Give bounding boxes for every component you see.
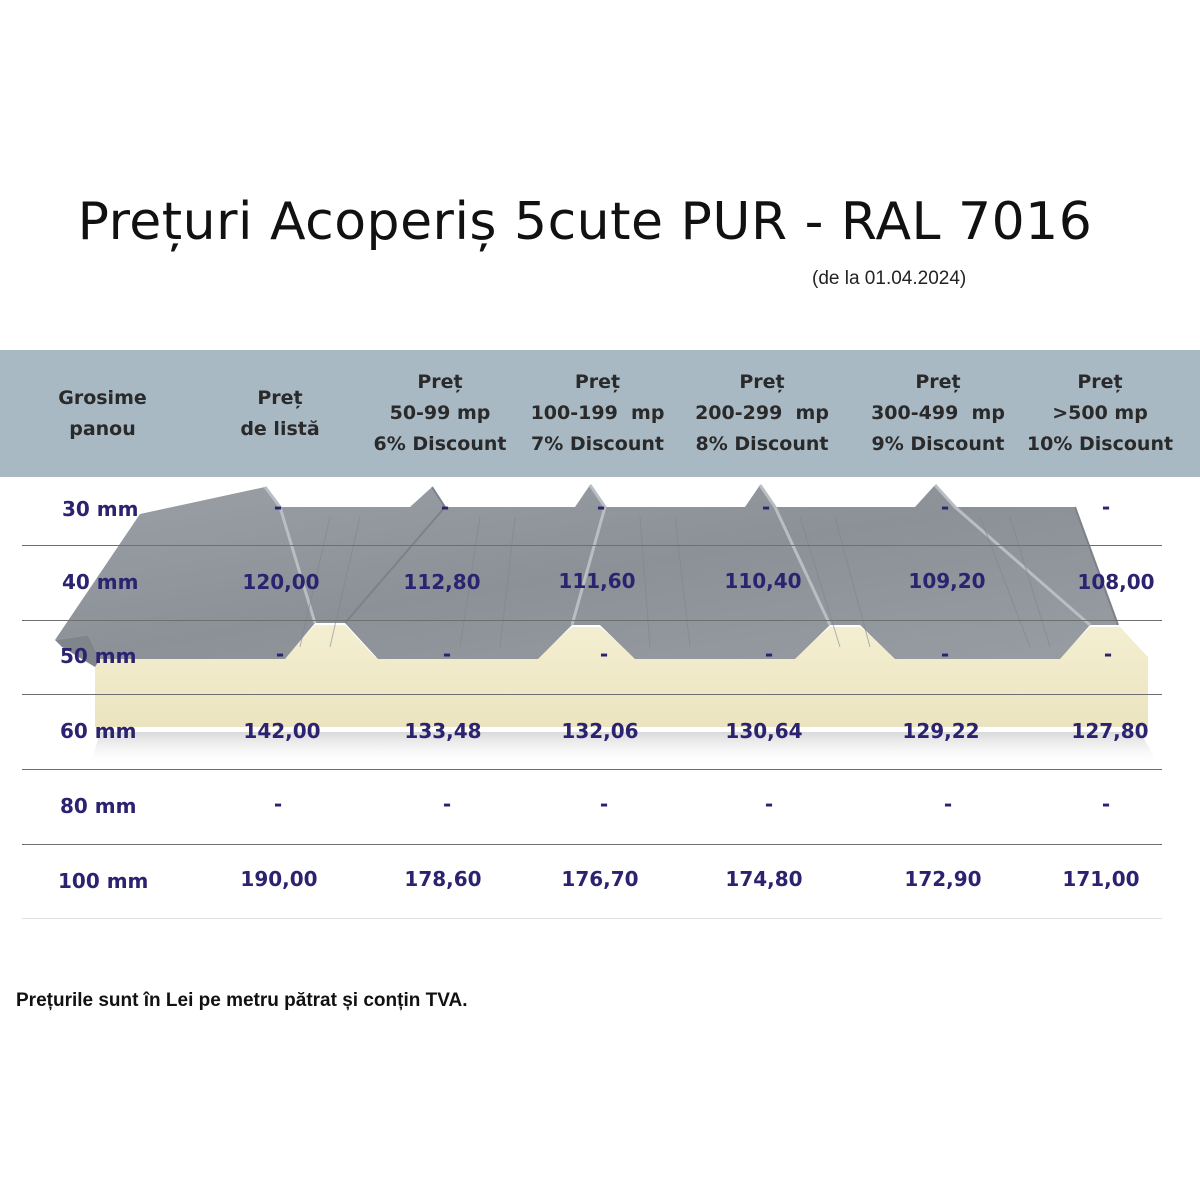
header-line: Preț <box>915 371 961 393</box>
price-cell: - <box>599 642 609 666</box>
header-line: 50-99 mp <box>389 402 491 424</box>
price-cell: 133,48 <box>404 719 482 743</box>
header-list-price <box>205 350 355 477</box>
price-cell: 129,22 <box>902 719 980 743</box>
price-cell: 171,00 <box>1062 867 1140 891</box>
thickness-cell: 80 mm <box>60 794 137 818</box>
price-cell: - <box>275 642 285 666</box>
header-line: 7% Discount <box>531 433 664 455</box>
price-cell: - <box>596 495 606 519</box>
price-cell: 111,60 <box>558 569 636 593</box>
thickness-cell: 30 mm <box>62 497 139 521</box>
footnote: Prețurile sunt în Lei pe metru pătrat și conțin TVA. <box>16 990 468 1011</box>
header-price-300-499 <box>858 350 1018 477</box>
row-divider <box>22 844 1162 845</box>
price-cell: - <box>599 792 609 816</box>
header-line: Preț <box>574 371 621 393</box>
price-cell: - <box>273 792 283 816</box>
row-divider <box>22 545 1162 546</box>
price-cell: - <box>940 642 950 666</box>
header-price-200-299 <box>682 350 842 477</box>
header-line: >500 mp <box>1052 402 1148 424</box>
price-cell: 130,64 <box>725 719 803 743</box>
price-cell: 190,00 <box>240 867 318 891</box>
price-cell: - <box>1103 642 1113 666</box>
header-thickness <box>30 350 175 477</box>
price-cell: 172,90 <box>904 867 982 891</box>
price-cell: 120,00 <box>242 570 320 594</box>
price-cell: 178,60 <box>404 867 482 891</box>
price-cell: 112,80 <box>403 570 481 594</box>
price-cell: 132,06 <box>561 719 639 743</box>
header-line: 9% Discount <box>871 433 1005 455</box>
price-cell: - <box>1101 792 1111 816</box>
price-cell: - <box>764 792 774 816</box>
price-cell: 142,00 <box>243 719 321 743</box>
header-line: 6% Discount <box>373 433 507 455</box>
price-cell: - <box>764 642 774 666</box>
page-title: Prețuri Acoperiș 5cute PUR - RAL 7016 <box>77 192 1093 252</box>
price-cell: - <box>442 642 452 666</box>
price-cell: 108,00 <box>1077 570 1155 594</box>
header-line: 100-199 mp <box>530 402 665 424</box>
thickness-cell: 50 mm <box>60 644 137 668</box>
header-price-50-99 <box>360 350 520 477</box>
price-cell: - <box>273 495 283 519</box>
header-line: 10% Discount <box>1026 433 1174 455</box>
thickness-cell: 40 mm <box>62 570 139 594</box>
price-cell: 110,40 <box>724 569 802 593</box>
header-line: 300-499 mp <box>871 402 1005 424</box>
price-cell: - <box>1101 495 1111 519</box>
header-line: Preț <box>1077 371 1123 393</box>
header-price-500-plus <box>1025 350 1175 477</box>
header-line: Preț <box>257 386 303 409</box>
header-line: 200-299 mp <box>695 402 829 424</box>
header-line: de listă <box>240 417 320 440</box>
row-divider <box>22 769 1162 770</box>
header-line: 8% Discount <box>695 433 829 455</box>
row-divider <box>22 918 1162 919</box>
price-cell: 127,80 <box>1071 719 1149 743</box>
thickness-cell: 60 mm <box>60 719 137 743</box>
price-cell: - <box>442 792 452 816</box>
header-price-100-199 <box>520 350 675 477</box>
thickness-cell: 100 mm <box>58 869 149 893</box>
header-line: panou <box>69 417 136 440</box>
effective-date: (de la 01.04.2024) <box>812 268 967 289</box>
price-cell: - <box>943 792 953 816</box>
header-line: Preț <box>417 371 463 393</box>
header-line: Grosime <box>58 386 147 409</box>
price-cell: - <box>940 495 950 519</box>
row-divider <box>22 620 1162 621</box>
row-divider <box>22 694 1162 695</box>
price-cell: - <box>761 495 771 519</box>
price-cell: - <box>440 495 450 519</box>
price-cell: 109,20 <box>908 569 986 593</box>
price-cell: 174,80 <box>725 867 803 891</box>
header-line: Preț <box>739 371 785 393</box>
price-cell: 176,70 <box>561 867 639 891</box>
